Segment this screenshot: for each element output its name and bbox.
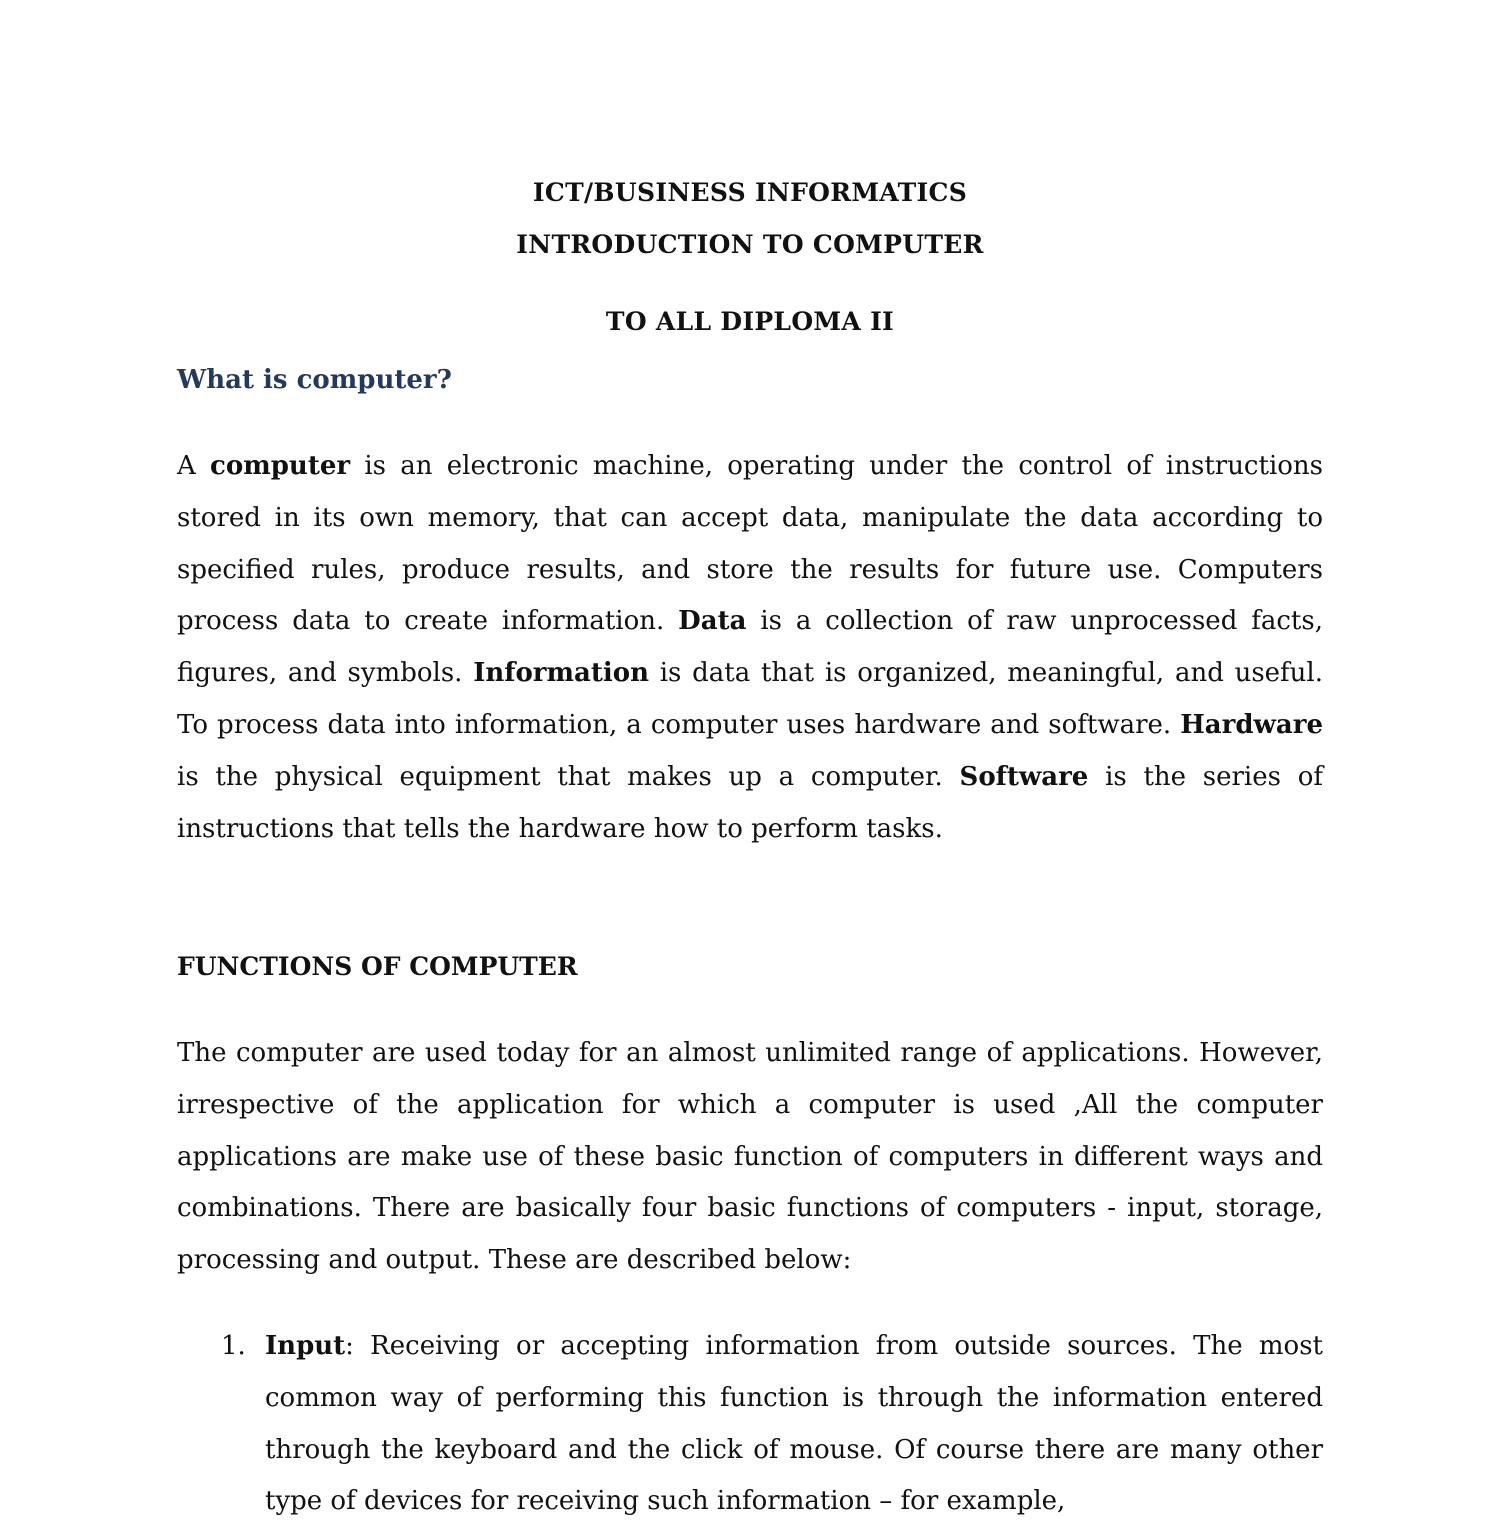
audience-title: TO ALL DIPLOMA II	[605, 307, 895, 336]
list-number: 1.	[221, 1331, 246, 1361]
functions-paragraph: The computer are used today for an almost unlimited range of applications. However, irrespective of the application for which a computer is used ,All the computer applications are make use of these basic function of computers in different ways and combinations. There are basically four basic functions of computers - input, storage, processing and output. These are described below:	[177, 1038, 1323, 1276]
document-title: INTRODUCTION TO COMPUTER	[516, 230, 984, 259]
list-item-input: 1. Input: Receiving or accepting information from outside sources. The most common way of performing this function is through the information entered through the keyboard and the click of mouse. Of course there are many other type of devices for receiving such information – for example,	[177, 1321, 1323, 1528]
term-hardware: Hardware	[1180, 709, 1323, 740]
term-computer: computer	[210, 451, 351, 481]
section-heading-what-is-computer: What is computer?	[177, 365, 452, 395]
definition-paragraph: A computer is an electronic machine, operating under the control of instructions stored in its own memory, that can accept data, manipulate the data according to specified rules, produce results, and store the results for future use. Computers process data to create information. Data is a collection of raw unprocessed facts, figures, and symbols. Information is data that is organized, meaningful, and useful. To process data into information, a computer uses hardware and software. Hardware is the physical equipment that makes up a computer. Software is the series of instructions that tells the hardware how to perform tasks.	[177, 451, 1324, 844]
term-information: Information	[473, 658, 649, 689]
term-input: Input	[265, 1331, 346, 1361]
term-data: Data	[678, 606, 747, 637]
functions-list	[177, 1321, 1323, 1528]
term-software: Software	[959, 761, 1089, 792]
course-title: ICT/BUSINESS INFORMATICS	[532, 178, 968, 207]
section-heading-functions: FUNCTIONS OF COMPUTER	[177, 952, 578, 981]
